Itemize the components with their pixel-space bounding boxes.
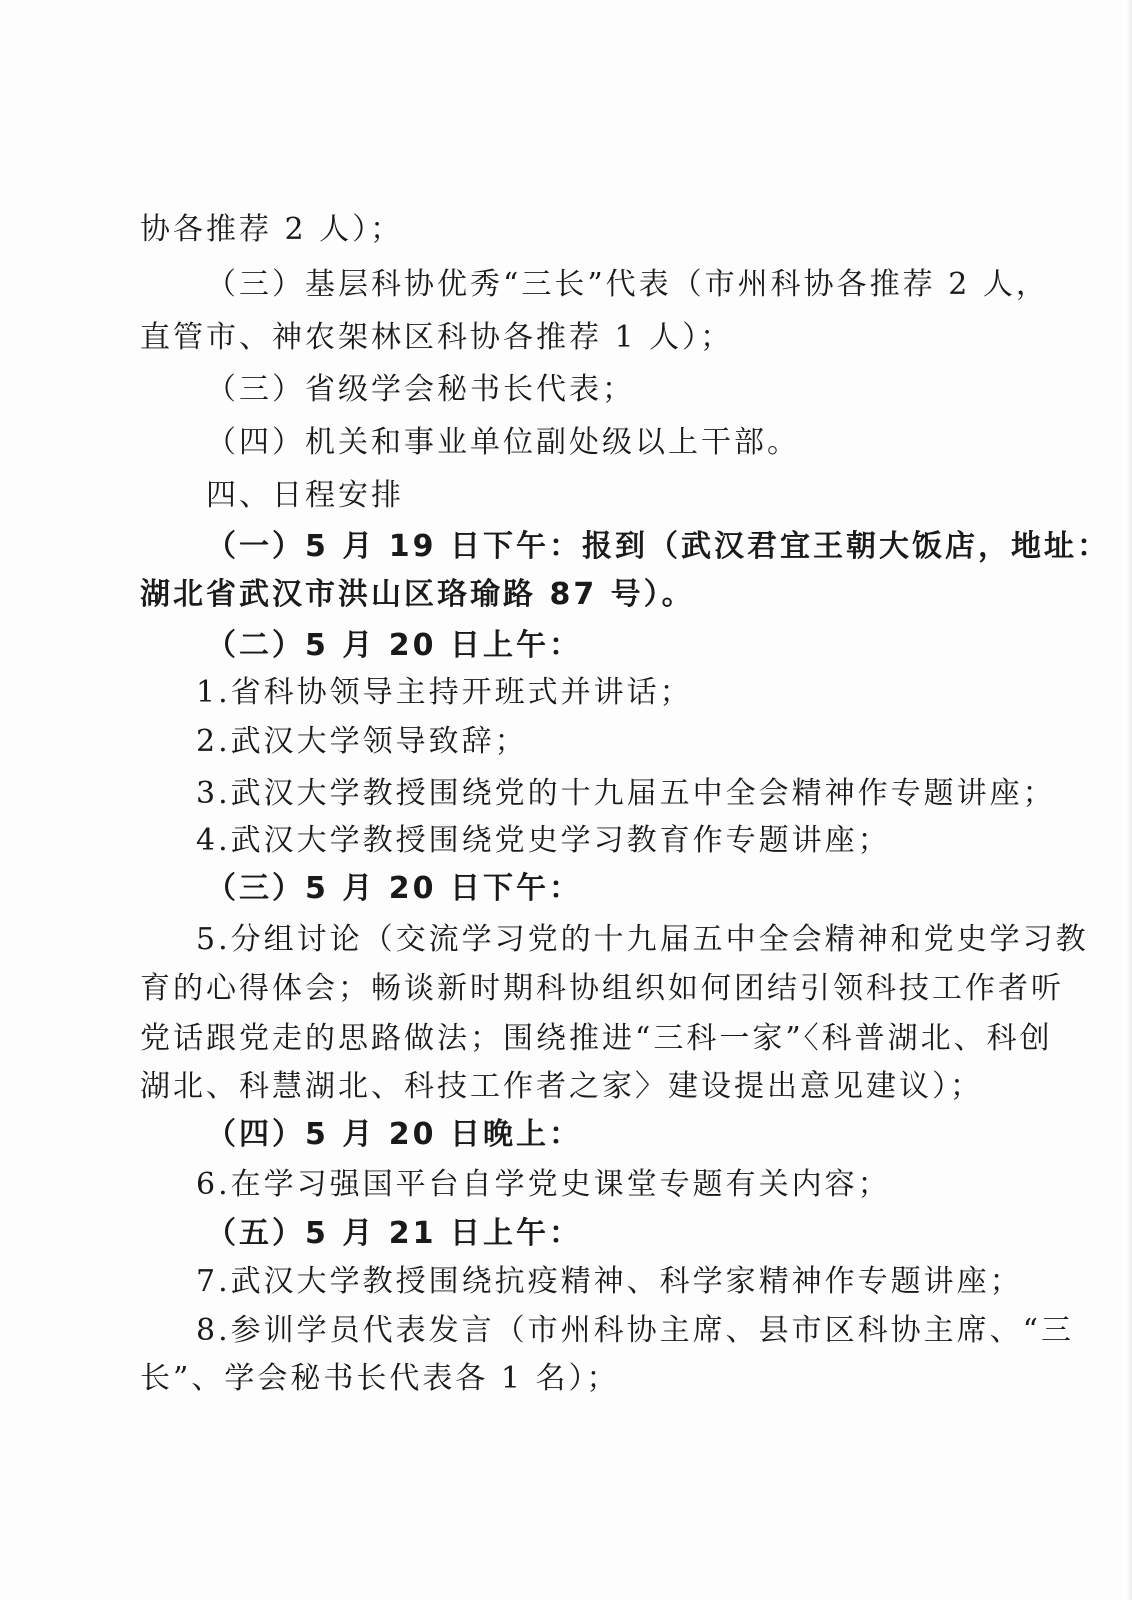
text-line: 党话跟党走的思路做法；围绕推进“三科一家”〈科普湖北、科创: [140, 1021, 1053, 1056]
schedule-address-line: 湖北省武汉市洪山区珞瑜路 87 号）。: [140, 577, 695, 612]
schedule-item-heading: （五）5 月 21 日上午：: [206, 1216, 582, 1251]
schedule-item-heading: （四）5 月 20 日晚上：: [206, 1117, 582, 1152]
text-line: 协各推荐 2 人）；: [140, 212, 404, 247]
schedule-item-heading: （三）5 月 20 日下午：: [206, 871, 582, 906]
text-line: 育的心得体会；畅谈新时期科协组织如何团结引领科技工作者听: [140, 971, 1064, 1006]
agenda-item: 4.武汉大学教授围绕党史学习教育作专题讲座；: [196, 823, 891, 858]
section-heading: 四、日程安排: [206, 478, 404, 513]
agenda-item: 7.武汉大学教授围绕抗疫精神、科学家精神作专题讲座；: [196, 1264, 1023, 1299]
agenda-item: 2.武汉大学领导致辞；: [196, 724, 528, 759]
text-line: 长”、学会秘书长代表各 1 名）；: [140, 1361, 620, 1396]
agenda-item: 8.参训学员代表发言（市州科协主席、县市区科协主席、“三: [196, 1313, 1074, 1348]
schedule-item-heading: （二）5 月 20 日上午：: [206, 628, 582, 663]
agenda-item: 5.分组讨论（交流学习党的十九届五中全会精神和党史学习教: [196, 922, 1089, 957]
schedule-item-heading: （一）5 月 19 日下午：报到（武汉君宜王朝大饭店，地址：: [206, 529, 1110, 564]
agenda-item: 1.省科协领导主持开班式并讲话；: [196, 675, 693, 710]
text-line: 直管市、神农架林区科协各推荐 1 人）；: [140, 320, 734, 355]
text-line: （三）省级学会秘书长代表；: [206, 372, 635, 407]
agenda-item: 3.武汉大学教授围绕党的十九届五中全会精神作专题讲座；: [196, 776, 1056, 811]
text-line: （四）机关和事业单位副处级以上干部。: [206, 425, 800, 460]
text-line: 湖北、科慧湖北、科技工作者之家〉建设提出意见建议）；: [140, 1069, 983, 1104]
agenda-item: 6.在学习强国平台自学党史课堂专题有关内容；: [196, 1167, 891, 1202]
scan-edge: [1126, 0, 1132, 1600]
text-line: （三）基层科协优秀“三长”代表（市州科协各推荐 2 人，: [206, 267, 1049, 302]
